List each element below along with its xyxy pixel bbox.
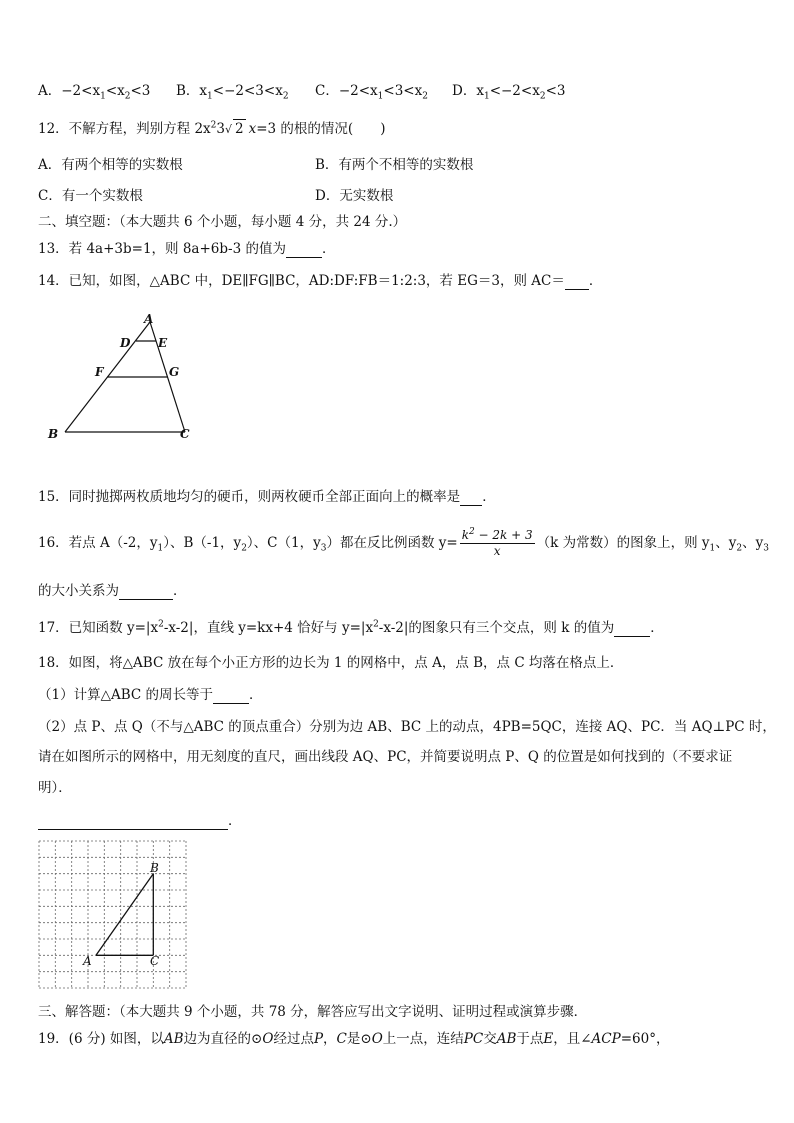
q11-option-d: D．$x_1<-2<x_2<3$ [452,83,566,102]
q18-part2-line2: 请在如图所示的网格中，用无刻度的直尺，画出线段 AQ、PC，并简要说明点 P、Q 的位置是如何找到的（不要求证 [38,749,733,765]
q16-answer-blank [119,585,173,600]
q15-answer-blank [460,491,482,506]
section-fill-in-title: 二、填空题：（本大题共 6 个小题，每小题 4 分，共 24 分.） [38,214,407,230]
q11-option-b: B．$x_1<-2<3<x_2$ [176,83,289,102]
q18-part1: （1）计算△ABC 的周长等于 ． [38,687,263,703]
q18-part2-line1: （2）点 P、点 Q（不与△ABC 的顶点重合）分别为边 AB、BC 上的动点，4PB=5QC，连接 AQ、PC．当 AQ⊥PC 时， [38,719,776,735]
label-b: B [48,427,59,441]
q11-option-c: C．$-2<x_1<3<x_2$ [315,83,428,102]
grid-figure-q18 [36,838,192,994]
q13: 13．若 4a+3b=1，则 8a+6b-3 的值为 ． [38,241,336,257]
q16-line2: 的大小关系为 ． [38,583,187,599]
label-a: A [144,312,154,326]
label-a: A [83,954,92,968]
q12-stem: 12．不解方程，判别方程 $2x^23√$ 2 x=3 的根的情况( ) [38,120,386,137]
label-g: G [169,365,180,379]
label-c: C [150,954,160,968]
label-b: B [150,861,159,875]
label-c: C [180,427,190,441]
label-d: D [120,336,131,350]
q14-answer-blank [565,275,589,290]
q11-option-a: A．$-2<x_1<x_2<3$ [38,83,151,102]
q16-stem: 16．若点 A（-2，$y_1$）、B（-1，$y_2$）、C（1，$y_3$）都在反比例函数 y= $\frac{k^2 - 2k + 3}{x}$ （k 为常数）的图象上，则 $y_1$、$y_2$、$y_3$ [38,527,769,558]
grid-lines [39,841,186,988]
triangle-figure-q14 [40,310,210,450]
q12-option-d: D．无实数根 [315,188,394,204]
q17-answer-blank [614,622,650,637]
q18-line1: 18．如图，将△ABC 放在每个小正方形的边长为 1 的网格中，点 A，点 B，点 C 均落在格点上． [38,655,624,671]
q12-option-b: B．有两个不相等的实数根 [315,157,474,173]
section-solution-title: 三、解答题：（本大题共 9 个小题，共 78 分，解答应写出文字说明、证明过程或演算步骤． [38,1004,588,1020]
q12-option-a: A．有两个相等的实数根 [38,157,183,173]
q19-stem: 19．(6 分) 如图，以AB边为直径的⊙O经过点P，C是⊙O上一点，连结PC交AB于点E，且∠ACP=60°， [38,1031,670,1047]
q15: 15．同时抛掷两枚质地均匀的硬币，则两枚硬币全部正面向上的概率是 ． [38,489,496,505]
label-e: E [158,336,168,350]
q17: 17．已知函数 $y=|x^2-x-2|$，直线 y=kx+4 恰好与 $y=|x^2-x-2|$的图象只有三个交点，则 k 的值为 ． [38,619,664,636]
q18-part2-answer-blank [38,815,228,830]
q18-answer-line: ． [38,812,242,830]
q18-part2-line3: 明）． [38,780,72,796]
q18-part1-answer-blank [213,689,249,704]
q16-fraction: $\frac{k^2 - 2k + 3}{x}$ [461,527,533,558]
q13-answer-blank [286,243,322,258]
q14: 14．已知，如图，△ABC 中，DE∥FG∥BC，AD:DF:FB＝1:2:3，若 EG＝3，则 AC＝ ． [38,273,603,289]
label-f: F [95,365,104,379]
q12-option-c: C．有一个实数根 [38,188,143,204]
